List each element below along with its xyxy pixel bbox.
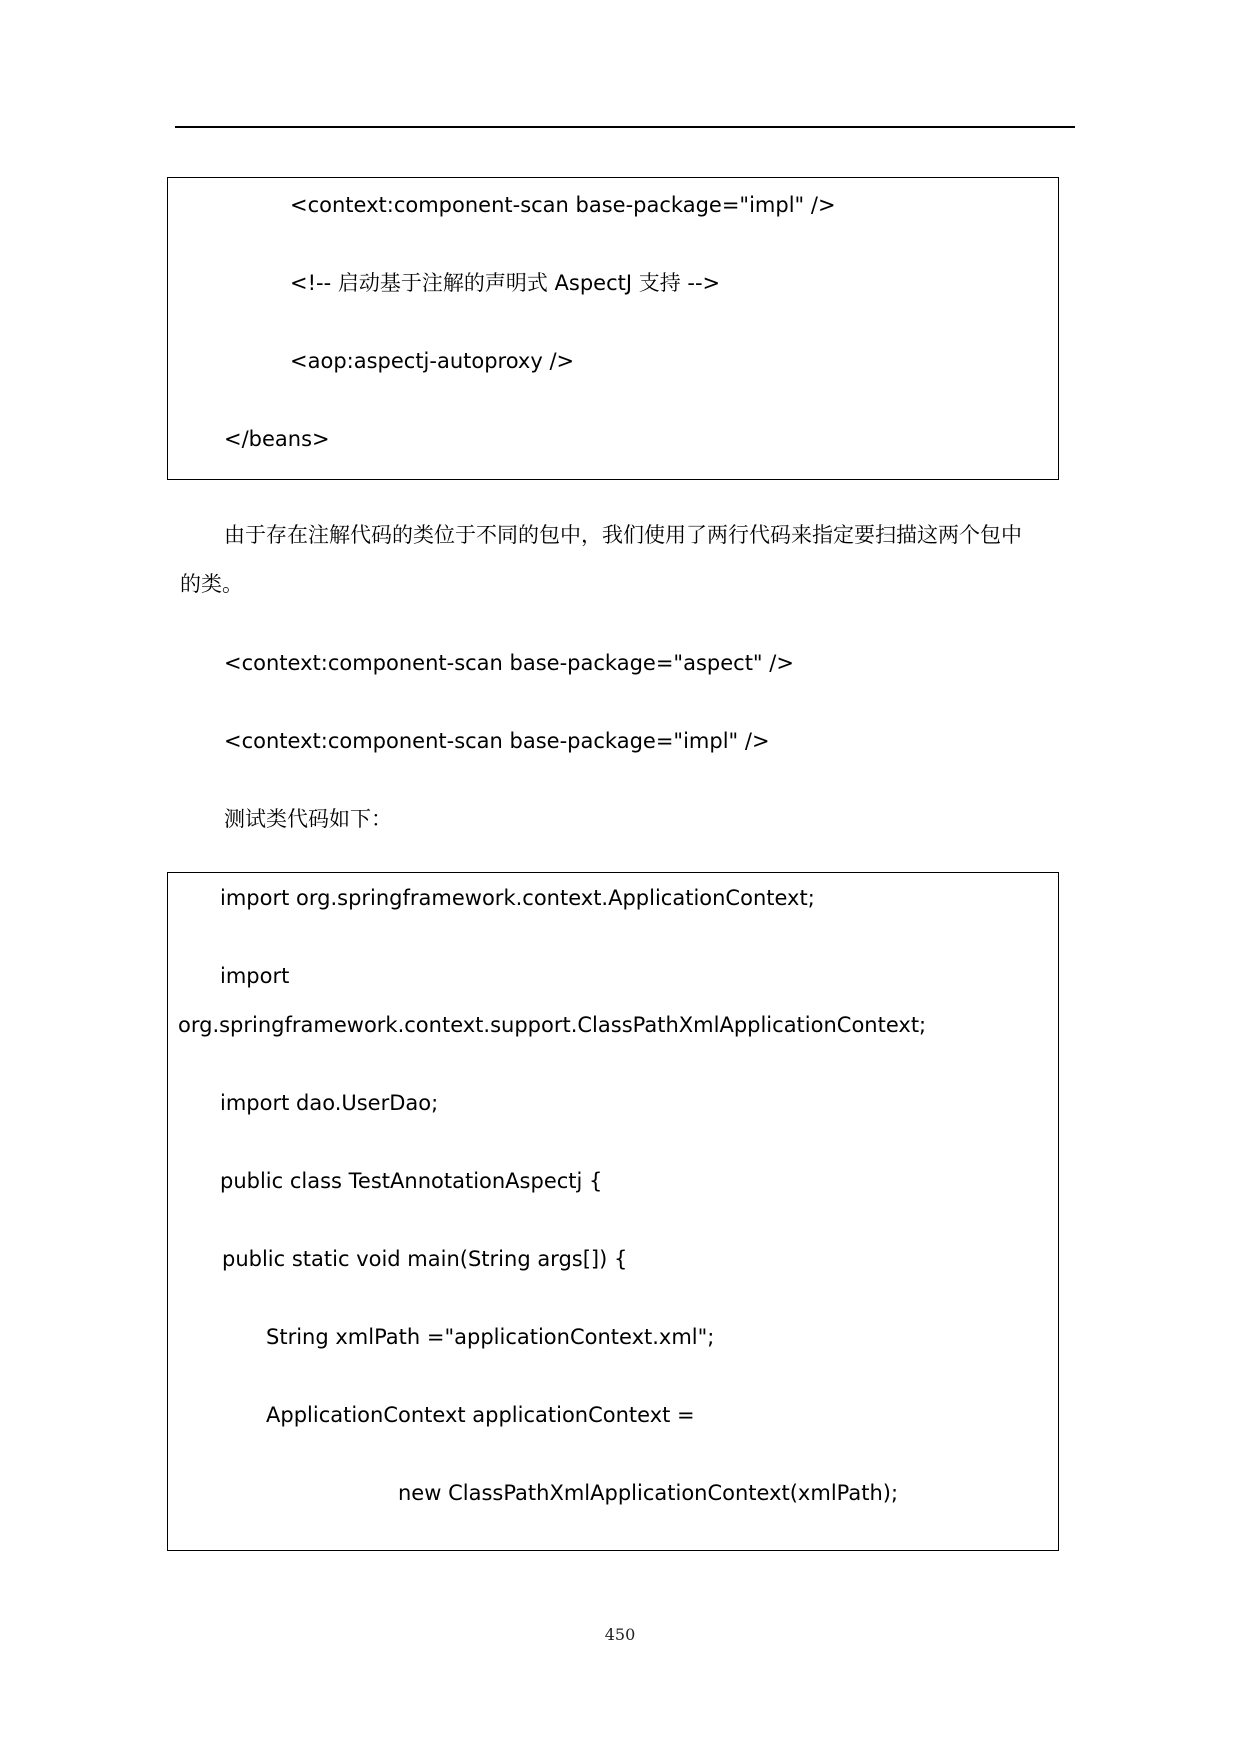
body-paragraph-line: 的类。 xyxy=(180,572,243,596)
code-line: org.springframework.context.support.ClassPathXmlApplicationContext; xyxy=(178,1013,927,1037)
header-rule xyxy=(175,126,1075,128)
code-line: public class TestAnnotationAspectj { xyxy=(220,1169,603,1193)
inline-code-line: <context:component-scan base-package="aspect" /> xyxy=(224,651,794,675)
inline-code-line: <context:component-scan base-package="impl" /> xyxy=(224,729,770,753)
code-line: ApplicationContext applicationContext = xyxy=(266,1403,695,1427)
section-intro: 测试类代码如下： xyxy=(224,807,392,831)
code-line: <aop:aspectj-autoproxy /> xyxy=(290,349,575,373)
code-line: import org.springframework.context.ApplicationContext; xyxy=(220,886,815,910)
code-box-java-test xyxy=(167,872,1059,1551)
code-line: <context:component-scan base-package="impl" /> xyxy=(290,193,836,217)
code-line: String xmlPath ="applicationContext.xml"; xyxy=(266,1325,715,1349)
code-comment-line: <!-- 启动基于注解的声明式 AspectJ 支持 --> xyxy=(290,271,721,295)
page-number: 450 xyxy=(604,1625,636,1644)
code-line: public static void main(String args[]) { xyxy=(222,1247,628,1271)
code-line: import xyxy=(220,964,290,988)
body-paragraph-line: 由于存在注解代码的类位于不同的包中，我们使用了两行代码来指定要扫描这两个包中 xyxy=(224,523,1022,547)
code-line: </beans> xyxy=(224,427,330,451)
code-line: import dao.UserDao; xyxy=(220,1091,439,1115)
code-line: new ClassPathXmlApplicationContext(xmlPath); xyxy=(398,1481,899,1505)
